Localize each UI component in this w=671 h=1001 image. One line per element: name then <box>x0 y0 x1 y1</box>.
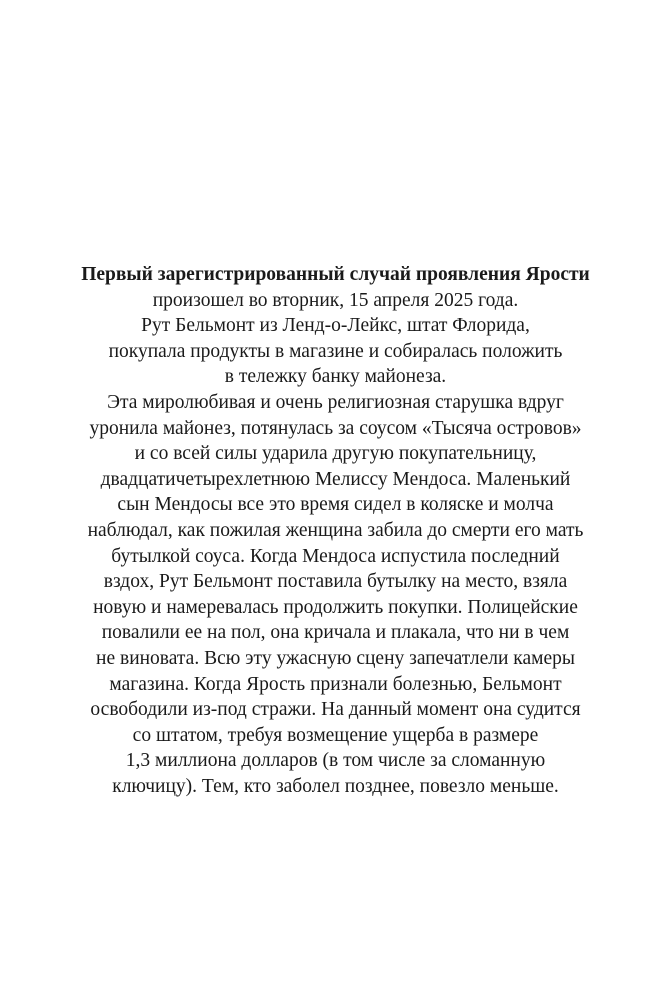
text-line: не виновата. Всю эту ужасную сцену запечатлели камеры <box>96 647 575 669</box>
text-line: двадцатичетырехлетнюю Мелиссу Мендоса. Маленький <box>100 468 571 490</box>
text-line: и со всей силы ударила другую покупательницу, <box>134 443 537 465</box>
text-line: со штатом, требуя возмещение ущерба в размере <box>132 724 539 746</box>
heading-line: Первый зарегистрированный случай проявления Ярости <box>81 264 590 285</box>
text-line: наблюдал, как пожилая женщина забила до смерти его мать <box>87 519 584 541</box>
text-line: сын Мендосы все это время сидел в коляске и молча <box>117 494 554 516</box>
text-line: новую и намеревалась продолжить покупки. Полицейские <box>93 596 578 618</box>
text-line: бутылкой соуса. Когда Мендоса испустила последний <box>111 545 560 567</box>
epigraph-text <box>60 262 611 799</box>
text-line: 1,3 миллиона долларов (в том числе за сломанную <box>125 750 546 772</box>
text-line: в тележку банку майонеза. <box>224 366 447 388</box>
text-line: произошел во вторник, 15 апреля 2025 года. <box>152 289 519 311</box>
text-line: уронила майонез, потянулась за соусом «Тысяча островов» <box>89 417 582 439</box>
text-line: Эта миролюбивая и очень религиозная старушка вдруг <box>107 391 564 413</box>
text-line: повалили ее на пол, она кричала и плакала, что ни в чем <box>101 622 570 644</box>
text-line: покупала продукты в магазине и собиралась положить <box>108 340 563 362</box>
text-line: магазина. Когда Ярость признали болезнью, Бельмонт <box>109 673 562 695</box>
text-line: Рут Бельмонт из Ленд-о-Лейкс, штат Флорида, <box>141 315 530 337</box>
text-line: освободили из-под стражи. На данный момент она судится <box>90 699 581 721</box>
text-line: вздох, Рут Бельмонт поставила бутылку на место, взяла <box>103 571 568 593</box>
text-line: ключицу). Тем, кто заболел позднее, повезло меньше. <box>112 775 559 797</box>
